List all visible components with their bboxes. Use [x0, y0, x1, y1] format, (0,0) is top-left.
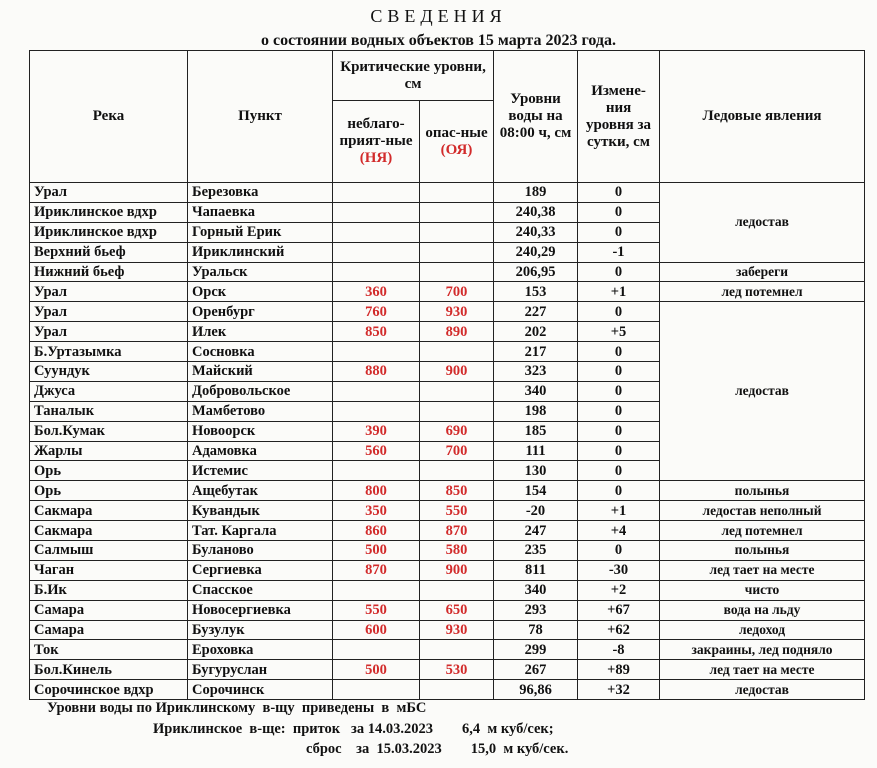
river-cell: Урал [30, 302, 188, 322]
change-cell: 0 [578, 461, 660, 481]
ny-cell: 500 [333, 541, 420, 561]
point-cell: Истемис [188, 461, 333, 481]
ice-cell: закраины, лед подняло [660, 640, 865, 660]
river-cell: Салмыш [30, 541, 188, 561]
change-cell: 0 [578, 541, 660, 561]
table-row [30, 282, 865, 302]
ny-cell [333, 262, 420, 282]
change-cell: +1 [578, 501, 660, 521]
table-row [30, 521, 865, 541]
oya-cell [420, 183, 494, 203]
ice-cell: ледостав неполный [660, 501, 865, 521]
oya-cell [420, 401, 494, 421]
header-ny-abbr: (НЯ) [359, 150, 393, 166]
change-cell: 0 [578, 262, 660, 282]
ice-cell: забереги [660, 262, 865, 282]
document-title: СВЕДЕНИЯ [370, 6, 507, 26]
river-cell: Б.Уртазымка [30, 342, 188, 362]
change-cell: -8 [578, 640, 660, 660]
header-water-level: Уровни воды на 08:00 ч, см [494, 51, 578, 183]
ice-cell: полынья [660, 541, 865, 561]
river-cell: Урал [30, 282, 188, 302]
level-cell: 202 [494, 322, 578, 342]
table-row [30, 183, 865, 203]
point-cell: Оренбург [188, 302, 333, 322]
table-row [30, 580, 865, 600]
header-oya [420, 101, 494, 183]
change-cell: 0 [578, 401, 660, 421]
river-cell: Урал [30, 183, 188, 203]
change-cell: 0 [578, 441, 660, 461]
ice-cell: чисто [660, 580, 865, 600]
level-cell: 247 [494, 521, 578, 541]
level-cell: 96,86 [494, 680, 578, 700]
ny-cell: 390 [333, 421, 420, 441]
ny-cell: 850 [333, 322, 420, 342]
ice-cell: ледостав [660, 183, 865, 263]
point-cell: Горный Ерик [188, 222, 333, 242]
oya-cell: 870 [420, 521, 494, 541]
oya-cell [420, 381, 494, 401]
ice-cell: ледостав [660, 680, 865, 700]
header-river: Река [30, 51, 188, 183]
table-row [30, 660, 865, 680]
water-levels-table [29, 50, 865, 700]
level-cell: 240,38 [494, 202, 578, 222]
document-subtitle: о состоянии водных объектов 15 марта 2023 года. [261, 32, 616, 49]
change-cell: 0 [578, 381, 660, 401]
oya-cell: 850 [420, 481, 494, 501]
level-cell: 267 [494, 660, 578, 680]
oya-cell: 900 [420, 560, 494, 580]
ny-cell: 760 [333, 302, 420, 322]
point-cell: Мамбетово [188, 401, 333, 421]
table-row [30, 541, 865, 561]
river-cell: Б.Ик [30, 580, 188, 600]
river-cell: Верхний бьеф [30, 242, 188, 262]
river-cell: Бол.Кумак [30, 421, 188, 441]
oya-cell: 550 [420, 501, 494, 521]
level-cell: 185 [494, 421, 578, 441]
footer-outflow: сброс за 15.03.2023 15,0 м куб/сек. [306, 741, 569, 757]
level-cell: 323 [494, 362, 578, 382]
oya-cell [420, 342, 494, 362]
change-cell: 0 [578, 342, 660, 362]
oya-cell: 650 [420, 600, 494, 620]
ny-cell: 500 [333, 660, 420, 680]
header-level-change: Измене-ния уровня за сутки, см [578, 51, 660, 183]
oya-cell [420, 640, 494, 660]
level-cell: 340 [494, 580, 578, 600]
river-cell: Самара [30, 600, 188, 620]
point-cell: Буланово [188, 541, 333, 561]
ny-cell [333, 680, 420, 700]
point-cell: Майский [188, 362, 333, 382]
ny-cell [333, 342, 420, 362]
table-row [30, 481, 865, 501]
ny-cell: 870 [333, 560, 420, 580]
level-cell: 78 [494, 620, 578, 640]
ny-cell [333, 640, 420, 660]
ny-cell: 550 [333, 600, 420, 620]
point-cell: Березовка [188, 183, 333, 203]
header-oya-abbr: (ОЯ) [440, 141, 473, 158]
ny-cell [333, 183, 420, 203]
point-cell: Бузулук [188, 620, 333, 640]
oya-cell [420, 580, 494, 600]
river-cell: Урал [30, 322, 188, 342]
oya-cell: 890 [420, 322, 494, 342]
level-cell: 189 [494, 183, 578, 203]
level-cell: -20 [494, 501, 578, 521]
river-cell: Чаган [30, 560, 188, 580]
river-cell: Джуса [30, 381, 188, 401]
table-row [30, 600, 865, 620]
ice-cell: лед потемнел [660, 521, 865, 541]
point-cell: Орск [188, 282, 333, 302]
change-cell: 0 [578, 481, 660, 501]
river-cell: Таналык [30, 401, 188, 421]
change-cell: 0 [578, 202, 660, 222]
ny-cell: 860 [333, 521, 420, 541]
change-cell: +67 [578, 600, 660, 620]
footer-note: Уровни воды по Ириклинскому в-щу приведены в мБС [47, 700, 427, 716]
oya-cell: 700 [420, 282, 494, 302]
ice-cell: лед тает на месте [660, 660, 865, 680]
ny-cell [333, 461, 420, 481]
level-cell: 206,95 [494, 262, 578, 282]
ice-cell: полынья [660, 481, 865, 501]
ice-cell: вода на льду [660, 600, 865, 620]
river-cell: Ток [30, 640, 188, 660]
oya-cell: 700 [420, 441, 494, 461]
point-cell: Бугуруслан [188, 660, 333, 680]
oya-cell: 900 [420, 362, 494, 382]
table-row [30, 620, 865, 640]
ice-cell: ледоход [660, 620, 865, 640]
point-cell: Ероховка [188, 640, 333, 660]
header-oya-label: опас-ные [425, 124, 488, 141]
change-cell: 0 [578, 222, 660, 242]
river-cell: Ириклинское вдхр [30, 222, 188, 242]
oya-cell [420, 222, 494, 242]
table-row [30, 302, 865, 322]
header-ny [333, 101, 420, 183]
level-cell: 198 [494, 401, 578, 421]
change-cell: -30 [578, 560, 660, 580]
level-cell: 217 [494, 342, 578, 362]
level-cell: 811 [494, 560, 578, 580]
point-cell: Илек [188, 322, 333, 342]
point-cell: Спасское [188, 580, 333, 600]
point-cell: Ащебутак [188, 481, 333, 501]
point-cell: Адамовка [188, 441, 333, 461]
table-row [30, 680, 865, 700]
point-cell: Тат. Каргала [188, 521, 333, 541]
change-cell: +32 [578, 680, 660, 700]
river-cell: Ириклинское вдхр [30, 202, 188, 222]
header-critical-levels: Критические уровни, см [333, 51, 494, 101]
table-row [30, 560, 865, 580]
ny-cell: 360 [333, 282, 420, 302]
table-row [30, 262, 865, 282]
change-cell: 0 [578, 421, 660, 441]
footer-inflow: Ириклинское в-ще: приток за 14.03.2023 6,4 м куб/сек; [153, 721, 554, 737]
table-row [30, 640, 865, 660]
level-cell: 240,29 [494, 242, 578, 262]
level-cell: 235 [494, 541, 578, 561]
oya-cell: 690 [420, 421, 494, 441]
river-cell: Сакмара [30, 501, 188, 521]
river-cell: Орь [30, 481, 188, 501]
header-ice-phenomena: Ледовые явления [660, 51, 865, 183]
oya-cell: 580 [420, 541, 494, 561]
header-ny-label: неблаго-прият-ные [339, 116, 413, 149]
ice-cell: лед потемнел [660, 282, 865, 302]
point-cell: Ириклинский [188, 242, 333, 262]
river-cell: Бол.Кинель [30, 660, 188, 680]
level-cell: 154 [494, 481, 578, 501]
river-cell: Суундук [30, 362, 188, 382]
point-cell: Новоорск [188, 421, 333, 441]
river-cell: Нижний бьеф [30, 262, 188, 282]
ny-cell: 600 [333, 620, 420, 640]
point-cell: Чапаевка [188, 202, 333, 222]
level-cell: 340 [494, 381, 578, 401]
ny-cell [333, 222, 420, 242]
level-cell: 240,33 [494, 222, 578, 242]
change-cell: -1 [578, 242, 660, 262]
oya-cell: 930 [420, 620, 494, 640]
oya-cell: 530 [420, 660, 494, 680]
river-cell: Орь [30, 461, 188, 481]
oya-cell [420, 461, 494, 481]
level-cell: 293 [494, 600, 578, 620]
oya-cell [420, 202, 494, 222]
ice-cell: ледостав [660, 302, 865, 481]
ny-cell [333, 202, 420, 222]
level-cell: 130 [494, 461, 578, 481]
oya-cell [420, 262, 494, 282]
level-cell: 299 [494, 640, 578, 660]
ny-cell [333, 401, 420, 421]
point-cell: Новосергиевка [188, 600, 333, 620]
change-cell: +62 [578, 620, 660, 640]
river-cell: Жарлы [30, 441, 188, 461]
level-cell: 153 [494, 282, 578, 302]
river-cell: Сорочинское вдхр [30, 680, 188, 700]
change-cell: +89 [578, 660, 660, 680]
change-cell: +5 [578, 322, 660, 342]
ny-cell: 350 [333, 501, 420, 521]
change-cell: 0 [578, 183, 660, 203]
point-cell: Кувандык [188, 501, 333, 521]
ny-cell [333, 580, 420, 600]
level-cell: 111 [494, 441, 578, 461]
ny-cell [333, 381, 420, 401]
point-cell: Добровольское [188, 381, 333, 401]
ny-cell: 800 [333, 481, 420, 501]
oya-cell [420, 680, 494, 700]
table-row [30, 501, 865, 521]
change-cell: +1 [578, 282, 660, 302]
change-cell: +4 [578, 521, 660, 541]
change-cell: 0 [578, 302, 660, 322]
change-cell: 0 [578, 362, 660, 382]
ice-cell: лед тает на месте [660, 560, 865, 580]
point-cell: Уральск [188, 262, 333, 282]
point-cell: Сорочинск [188, 680, 333, 700]
river-cell: Сакмара [30, 521, 188, 541]
river-cell: Самара [30, 620, 188, 640]
point-cell: Сергиевка [188, 560, 333, 580]
oya-cell: 930 [420, 302, 494, 322]
level-cell: 227 [494, 302, 578, 322]
change-cell: +2 [578, 580, 660, 600]
table-body [30, 183, 865, 700]
ny-cell: 560 [333, 441, 420, 461]
oya-cell [420, 242, 494, 262]
header-point: Пункт [188, 51, 333, 183]
ny-cell: 880 [333, 362, 420, 382]
point-cell: Сосновка [188, 342, 333, 362]
ny-cell [333, 242, 420, 262]
